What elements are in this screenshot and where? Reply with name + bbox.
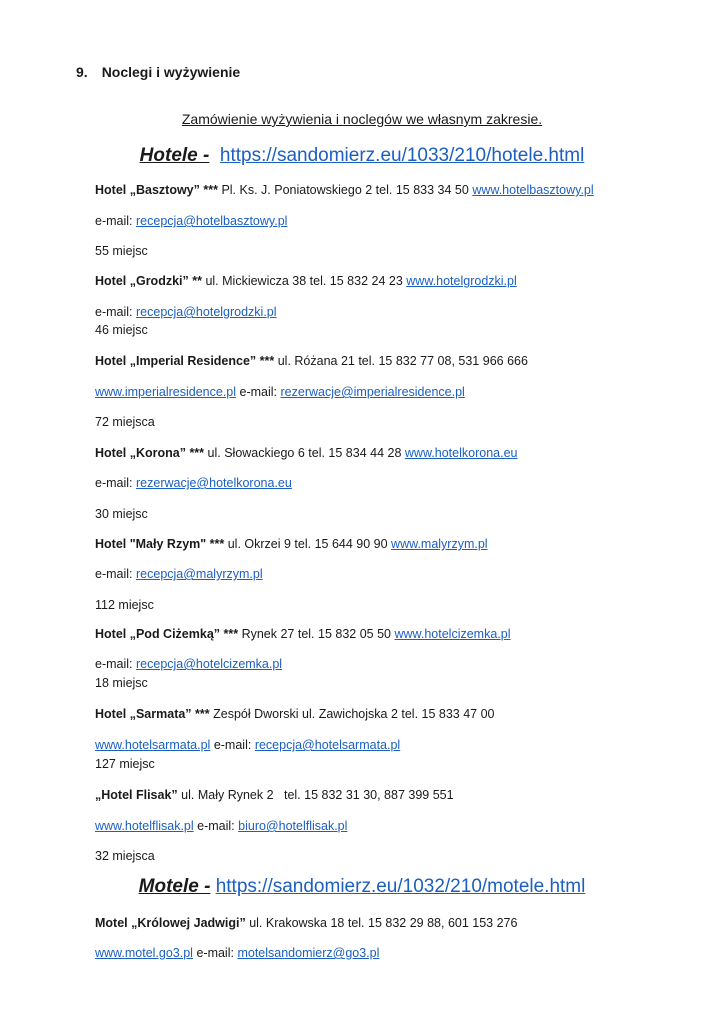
hotel-info: ul. Słowackiego 6 tel. 15 834 44 28 <box>207 446 402 460</box>
hotel-info: ul. Mały Rynek 2 tel. 15 832 31 30, 887 399 551 <box>181 788 454 802</box>
hotel-website-link[interactable]: www.hotelbasztowy.pl <box>472 183 594 197</box>
hotel-email-link[interactable]: rezerwacje@imperialresidence.pl <box>280 385 465 399</box>
hotel-malyrzym-capacity: 112 miejsc <box>95 598 154 612</box>
hotel-flisak-line <box>95 787 454 803</box>
email-label: e-mail: <box>95 214 133 228</box>
hotel-korona-email <box>95 475 292 491</box>
subtitle: Zamówienie wyżywienia i noclegów we własnym zakresie. <box>181 111 543 127</box>
hotel-info: ul. Okrzei 9 tel. 15 644 90 90 <box>227 537 388 551</box>
hotel-website-link[interactable]: www.hotelflisak.pl <box>95 819 194 833</box>
hotel-email-link[interactable]: recepcja@malyrzym.pl <box>136 567 263 581</box>
hotel-website-link[interactable]: www.hotelkorona.eu <box>404 446 518 460</box>
hotel-email-link[interactable]: recepcja@hotelsarmata.pl <box>254 738 401 752</box>
hotel-cizemka-email <box>95 656 282 672</box>
motels-heading-link[interactable]: https://sandomierz.eu/1032/210/motele.html <box>215 876 586 897</box>
hotel-email-link[interactable]: recepcja@hotelbasztowy.pl <box>136 214 288 228</box>
email-label: e-mail: <box>196 946 234 960</box>
hotels-heading-link[interactable]: https://sandomierz.eu/1033/210/hotele.html <box>219 145 585 166</box>
motels-heading-label: Motele - <box>138 876 211 897</box>
email-label: e-mail: <box>239 385 278 399</box>
hotel-flisak-capacity: 32 miejsca <box>95 849 155 863</box>
hotel-basztowy-capacity: 55 miejsc <box>95 244 148 258</box>
email-label: e-mail: <box>197 819 235 833</box>
hotel-grodzki-capacity: 46 miejsc <box>95 323 148 337</box>
hotel-website-link[interactable]: www.malyrzym.pl <box>391 537 488 551</box>
hotel-name: Hotel „Imperial Residence” *** <box>95 354 275 368</box>
hotel-sarmata-capacity: 127 miejsc <box>95 757 155 771</box>
hotel-name: Hotel „Korona” *** <box>95 446 205 460</box>
hotel-sarmata-line <box>95 706 495 722</box>
hotel-info: ul. Różana 21 tel. 15 832 77 08, 531 966 666 <box>277 354 528 368</box>
hotel-basztowy-email <box>95 213 287 229</box>
motel-email-link[interactable]: motelsandomierz@go3.pl <box>237 946 380 960</box>
hotel-grodzki-email <box>95 304 277 320</box>
hotel-name: Hotel „Sarmata” *** <box>95 707 210 721</box>
hotel-flisak-contact <box>95 818 347 834</box>
hotel-korona-capacity: 30 miejsc <box>95 507 148 521</box>
hotel-basztowy-line <box>95 182 594 198</box>
hotel-name: Hotel „Grodzki” ** <box>95 274 202 288</box>
motel-jadwiga-line <box>95 915 517 931</box>
hotel-cizemka-capacity: 18 miejsc <box>95 676 148 690</box>
email-label: e-mail: <box>95 305 133 319</box>
hotel-sarmata-contact <box>95 737 400 753</box>
hotel-cizemka-line <box>95 626 511 642</box>
hotel-name: Hotel "Mały Rzym" *** <box>95 537 225 551</box>
hotel-imperial-line <box>95 353 528 369</box>
hotel-website-link[interactable]: www.hotelgrodzki.pl <box>406 274 517 288</box>
hotel-name: „Hotel Flisak” <box>95 788 178 802</box>
hotel-info: ul. Mickiewicza 38 tel. 15 832 24 23 <box>205 274 403 288</box>
hotel-info: Zespół Dworski ul. Zawichojska 2 tel. 15 833 47 00 <box>213 707 495 721</box>
hotel-website-link[interactable]: www.imperialresidence.pl <box>95 385 237 399</box>
hotel-email-link[interactable]: recepcja@hotelcizemka.pl <box>136 657 283 671</box>
hotel-website-link[interactable]: www.hotelsarmata.pl <box>95 738 211 752</box>
hotel-malyrzym-line <box>95 536 488 552</box>
motel-website-link[interactable]: www.motel.go3.pl <box>95 946 193 960</box>
hotel-imperial-capacity: 72 miejsca <box>95 415 155 429</box>
motels-heading <box>0 876 724 898</box>
section-title <box>76 64 240 80</box>
hotel-name: Hotel „Pod Ciżemką” *** <box>95 627 239 641</box>
email-label: e-mail: <box>213 738 252 752</box>
hotel-malyrzym-email <box>95 566 263 582</box>
email-label: e-mail: <box>95 657 133 671</box>
hotel-email-link[interactable]: recepcja@hotelgrodzki.pl <box>136 305 277 319</box>
motel-info: ul. Krakowska 18 tel. 15 832 29 88, 601 153 276 <box>249 916 518 930</box>
section-title-text: Noclegi i wyżywienie <box>101 64 241 80</box>
section-number: 9. <box>76 64 88 80</box>
hotels-heading-label: Hotele - <box>139 145 210 166</box>
email-label: e-mail: <box>95 476 133 490</box>
hotel-name: Hotel „Basztowy” *** <box>95 183 218 197</box>
hotel-grodzki-line <box>95 273 517 289</box>
motel-name: Motel „Królowej Jadwigi” <box>95 916 246 930</box>
hotel-info: Pl. Ks. J. Poniatowskiego 2 tel. 15 833 34 50 <box>221 183 469 197</box>
hotel-email-link[interactable]: rezerwacje@hotelkorona.eu <box>136 476 292 490</box>
email-label: e-mail: <box>95 567 133 581</box>
hotel-korona-line <box>95 445 517 461</box>
hotels-heading <box>0 145 724 167</box>
motel-jadwiga-contact <box>95 945 379 961</box>
hotel-website-link[interactable]: www.hotelcizemka.pl <box>394 627 511 641</box>
hotel-imperial-contact <box>95 384 465 400</box>
hotel-info: Rynek 27 tel. 15 832 05 50 <box>241 627 391 641</box>
hotel-email-link[interactable]: biuro@hotelflisak.pl <box>238 819 348 833</box>
